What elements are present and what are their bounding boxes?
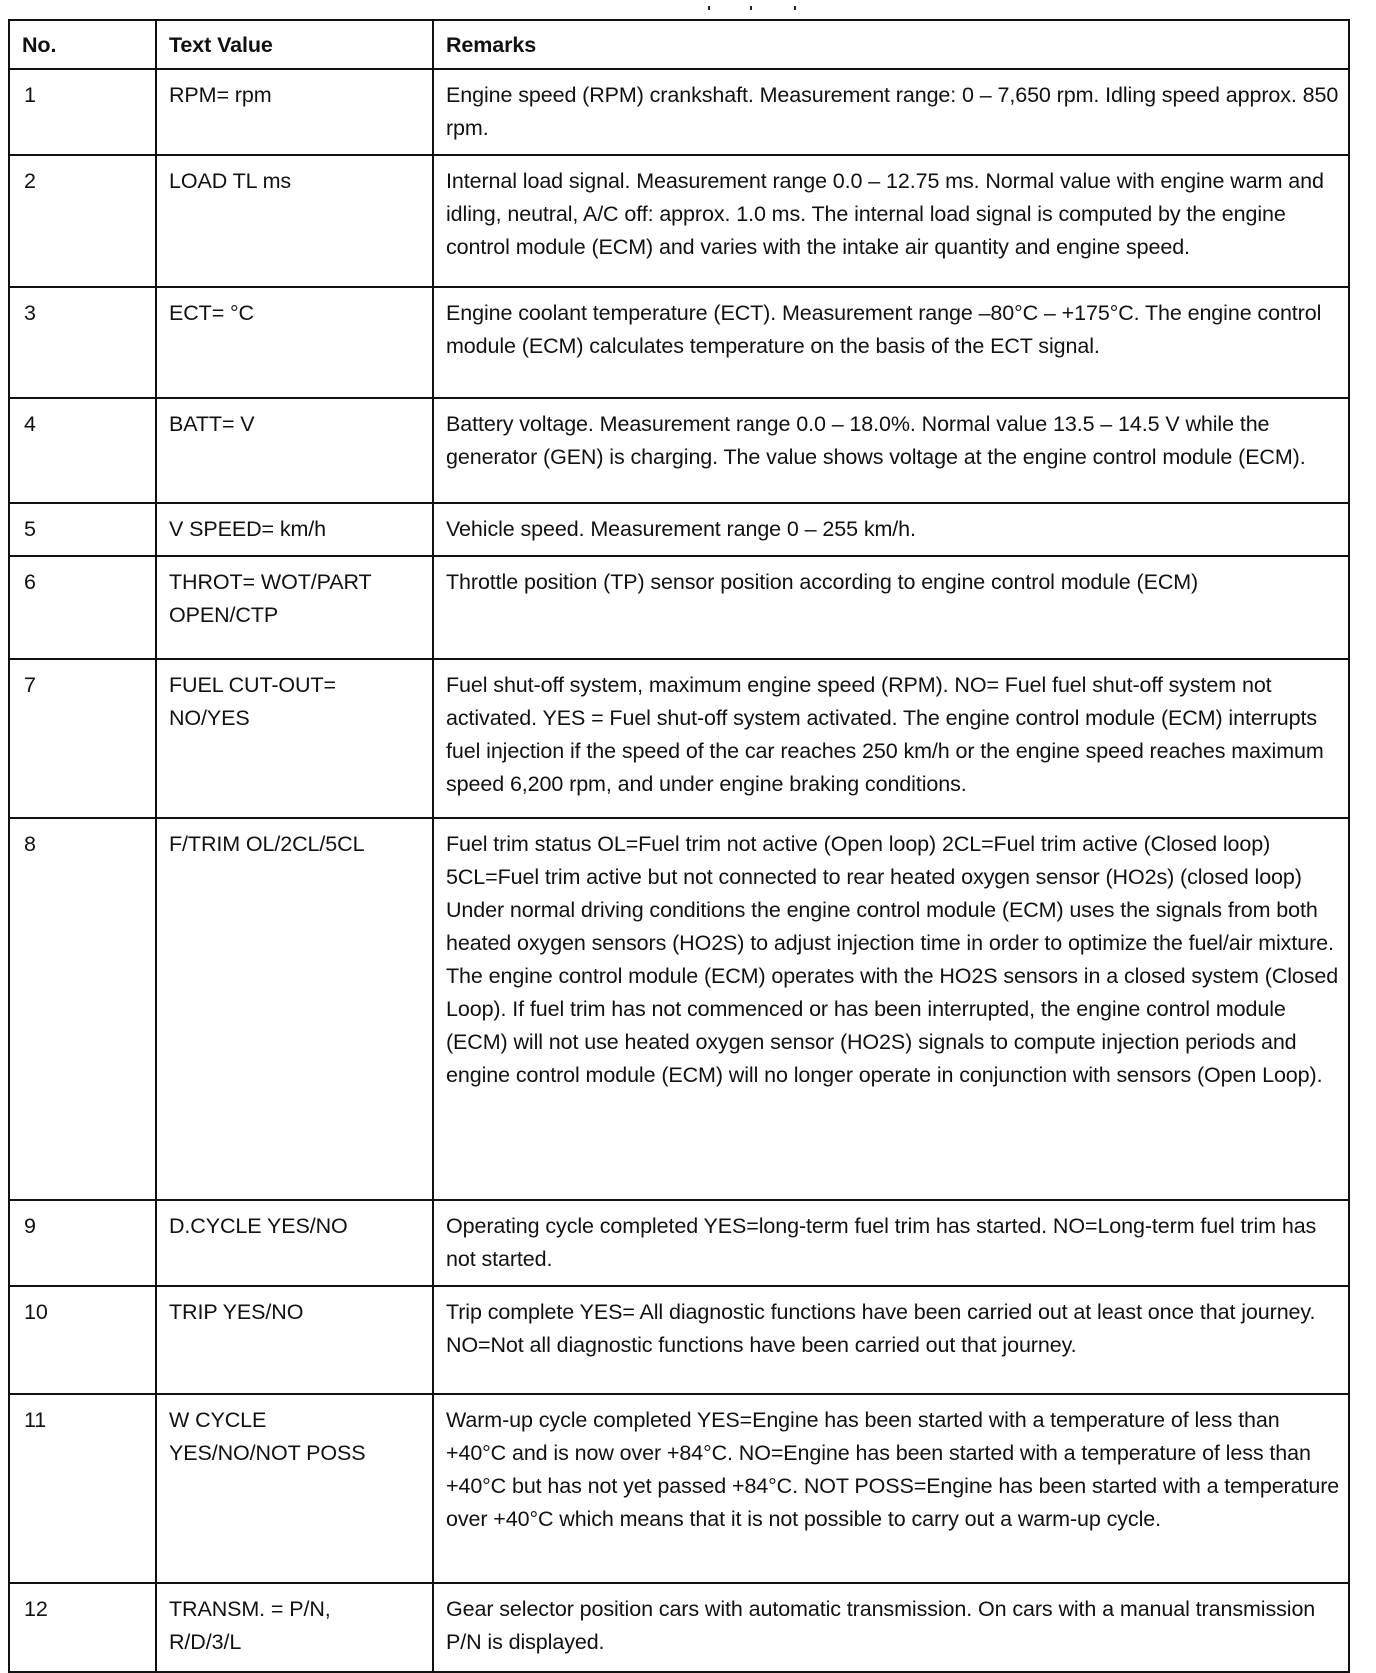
scan-artifacts: [700, 2, 860, 16]
diagnostic-parameters-table: [8, 19, 1350, 1673]
row-number: 5: [9, 503, 156, 556]
table-row: [9, 155, 1349, 287]
table-row: [9, 1583, 1349, 1672]
text-value-cell: [156, 1583, 433, 1672]
text-value-line: TRANSM. = P/N,: [169, 1597, 331, 1621]
remarks-cell: Internal load signal. Measurement range 0.0 – 12.75 ms. Normal value with engine warm and idling, neutral, A/C off: approx. 1.0 ms. The internal load signal is computed by the engine control module (ECM) and varies with the intake air quantity and engine speed.: [433, 155, 1349, 287]
row-number: 2: [9, 155, 156, 287]
text-value-line: YES/NO/NOT POSS: [169, 1441, 366, 1465]
row-number: 6: [9, 556, 156, 659]
column-header-no: No.: [9, 20, 156, 69]
column-header-remarks: Remarks: [433, 20, 1349, 69]
column-header-text-value: Text Value: [156, 20, 433, 69]
text-value-line: THROT= WOT/PART: [169, 570, 372, 594]
text-value-cell: [156, 398, 433, 503]
remarks-cell: Operating cycle completed YES=long-term fuel trim has started. NO=Long-term fuel trim has not started.: [433, 1200, 1349, 1286]
text-value-line: D.CYCLE YES/NO: [169, 1214, 348, 1238]
row-number: 9: [9, 1200, 156, 1286]
remarks-cell: Engine coolant temperature (ECT). Measurement range –80°C – +175°C. The engine control module (ECM) calculates temperature on the basis of the ECT signal.: [433, 287, 1349, 398]
text-value-cell: [156, 69, 433, 155]
remarks-cell: Gear selector position cars with automatic transmission. On cars with a manual transmission P/N is displayed.: [433, 1583, 1349, 1672]
text-value-line: F/TRIM OL/2CL/5CL: [169, 832, 365, 856]
table-row: [9, 1394, 1349, 1583]
table-row: [9, 818, 1349, 1200]
text-value-line: ECT= °C: [169, 301, 254, 325]
table-row: [9, 503, 1349, 556]
table-row: [9, 69, 1349, 155]
row-number: 10: [9, 1286, 156, 1394]
text-value-cell: [156, 1286, 433, 1394]
text-value-line: NO/YES: [169, 706, 250, 730]
text-value-line: W CYCLE: [169, 1408, 267, 1432]
text-value-line: V SPEED= km/h: [169, 517, 327, 541]
text-value-line: BATT= V: [169, 412, 255, 436]
remarks-cell: Trip complete YES= All diagnostic functions have been carried out at least once that journey. NO=Not all diagnostic functions have been carried out that journey.: [433, 1286, 1349, 1394]
text-value-line: FUEL CUT-OUT=: [169, 673, 336, 697]
row-number: 4: [9, 398, 156, 503]
text-value-cell: [156, 155, 433, 287]
text-value-cell: [156, 287, 433, 398]
table-row: [9, 287, 1349, 398]
remarks-cell: Warm-up cycle completed YES=Engine has been started with a temperature of less than +40°C and is now over +84°C. NO=Engine has been started with a temperature of less than +40°C but has not yet passed +84°C. NOT POSS=Engine has been started with a temperature over +40°C which means that it is not possible to carry out a warm-up cycle.: [433, 1394, 1349, 1583]
text-value-cell: [156, 556, 433, 659]
remarks-cell: Engine speed (RPM) crankshaft. Measurement range: 0 – 7,650 rpm. Idling speed approx. 850 rpm.: [433, 69, 1349, 155]
row-number: 11: [9, 1394, 156, 1583]
text-value-line: LOAD TL ms: [169, 169, 292, 193]
row-number: 12: [9, 1583, 156, 1672]
table-header-row: [9, 20, 1349, 69]
text-value-cell: [156, 1394, 433, 1583]
row-number: 1: [9, 69, 156, 155]
table-row: [9, 659, 1349, 818]
remarks-cell: Fuel trim status OL=Fuel trim not active (Open loop) 2CL=Fuel trim active (Closed loop) 5CL=Fuel trim active but not connected to rear heated oxygen sensor (HO2s) (closed loop) Under normal driving conditions the engine control module (ECM) uses the signals from both heated oxygen sensors (HO2S) to adjust injection time in order to optimize the fuel/air mixture. The engine control module (ECM) operates with the HO2S sensors in a closed system (Closed Loop). If fuel trim has not commenced or has been interrupted, the engine control module (ECM) will not use heated oxygen sensor (HO2S) signals to compute injection periods and engine control module (ECM) will no longer operate in conjunction with sensors (Open Loop).: [433, 818, 1349, 1200]
text-value-line: RPM= rpm: [169, 83, 272, 107]
table-row: [9, 1286, 1349, 1394]
text-value-line: R/D/3/L: [169, 1630, 242, 1654]
text-value-cell: [156, 1200, 433, 1286]
remarks-cell: Battery voltage. Measurement range 0.0 – 18.0%. Normal value 13.5 – 14.5 V while the generator (GEN) is charging. The value shows voltage at the engine control module (ECM).: [433, 398, 1349, 503]
remarks-cell: Throttle position (TP) sensor position according to engine control module (ECM): [433, 556, 1349, 659]
text-value-cell: [156, 659, 433, 818]
remarks-cell: Vehicle speed. Measurement range 0 – 255 km/h.: [433, 503, 1349, 556]
row-number: 3: [9, 287, 156, 398]
remarks-cell: Fuel shut-off system, maximum engine speed (RPM). NO= Fuel fuel shut-off system not activated. YES = Fuel shut-off system activated. The engine control module (ECM) interrupts fuel injection if the speed of the car reaches 250 km/h or the engine speed reaches maximum speed 6,200 rpm, and under engine braking conditions.: [433, 659, 1349, 818]
text-value-cell: [156, 503, 433, 556]
table-row: [9, 398, 1349, 503]
table-row: [9, 556, 1349, 659]
text-value-line: OPEN/CTP: [169, 603, 279, 627]
text-value-line: TRIP YES/NO: [169, 1300, 304, 1324]
table-row: [9, 1200, 1349, 1286]
text-value-cell: [156, 818, 433, 1200]
row-number: 8: [9, 818, 156, 1200]
row-number: 7: [9, 659, 156, 818]
